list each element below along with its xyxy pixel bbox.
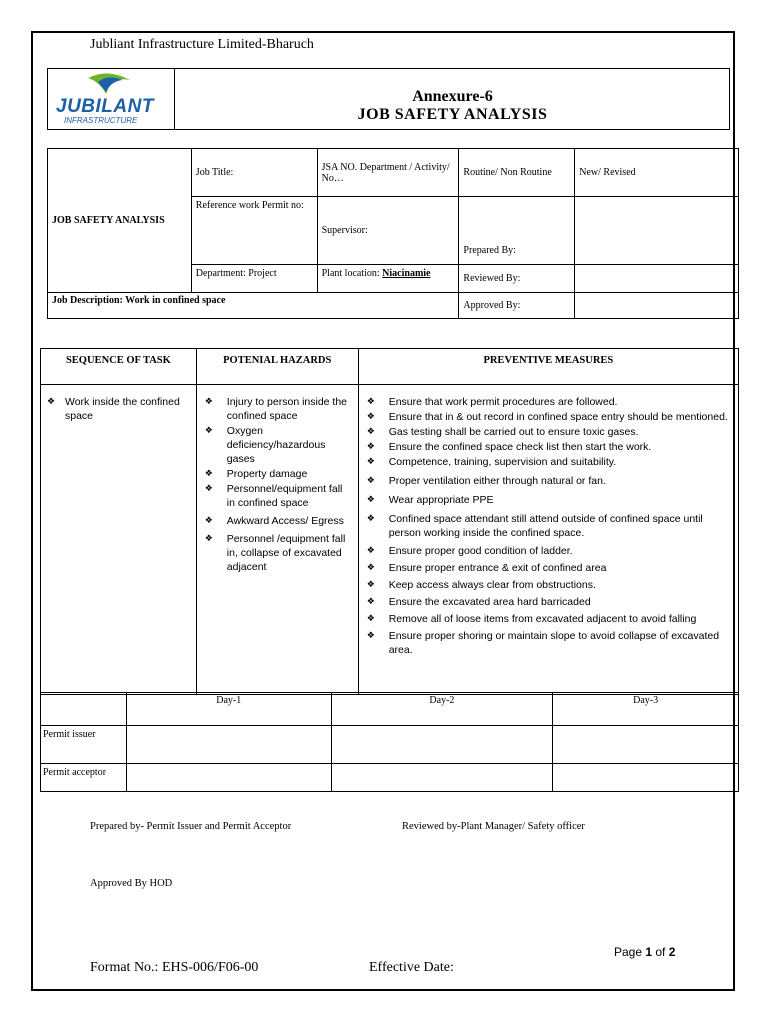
measure-item: ❖ Gas testing shall be carried out to ensure toxic gases.	[365, 425, 734, 439]
approved-by-note: Approved By HOD	[90, 878, 173, 889]
supervisor-field[interactable]: Supervisor:	[317, 197, 459, 265]
effective-date: Effective Date:	[369, 960, 454, 975]
hazard-item: ❖ Oxygen deficiency/hazardous gases	[203, 424, 352, 466]
measure-item: ❖ Competence, training, supervision and suitability.	[365, 455, 734, 469]
measure-item: ❖ Ensure the confined space check list then start the work.	[365, 440, 734, 454]
measures-header: PREVENTIVE MEASURES	[358, 349, 738, 385]
sequence-item: ❖ Work inside the confined space	[45, 395, 186, 423]
approved-by-field[interactable]: Approved By:	[459, 293, 575, 319]
page-prefix: Page	[614, 945, 646, 959]
day-1-header: Day-1	[126, 693, 331, 726]
jsa-info-table	[47, 148, 739, 319]
permit-acceptor-day-2[interactable]	[331, 764, 553, 792]
measure-item: ❖ Confined space attendant still attend outside of confined space until person working inside the confined space.	[365, 512, 734, 540]
measure-item: ❖ Ensure proper entrance & exit of confined area	[365, 561, 734, 575]
measure-item: ❖ Proper ventilation either through natural or fan.	[365, 474, 734, 488]
permit-day-table	[40, 692, 739, 792]
jsa-label: JOB SAFETY ANALYSIS	[48, 149, 192, 293]
hazard-item: ❖ Personnel /equipment fall in, collapse of excavated adjacent	[203, 532, 352, 574]
annexure-label: Annexure-6	[412, 88, 493, 105]
plant-location-label: Plant location:	[321, 268, 383, 279]
permit-issuer-day-2[interactable]	[331, 726, 553, 764]
measure-item: ❖ Ensure that work permit procedures are followed.	[365, 395, 734, 409]
permit-issuer-day-3[interactable]	[553, 726, 739, 764]
reviewed-by-field[interactable]: Reviewed By:	[459, 265, 575, 293]
logo-subtitle: INFRASTRUCTURE	[64, 116, 138, 125]
measure-item: ❖ Ensure that in & out record in confined space entry should be mentioned.	[365, 410, 734, 424]
page-number	[614, 945, 675, 959]
measure-item: ❖ Wear appropriate PPE	[365, 493, 734, 507]
plant-location-field[interactable]	[317, 265, 459, 293]
day-table-corner	[41, 693, 127, 726]
measure-item: ❖ Keep access always clear from obstructions.	[365, 578, 734, 592]
measures-cell	[358, 385, 738, 695]
hazard-item: ❖ Awkward Access/ Egress	[203, 514, 352, 528]
company-logo	[50, 70, 172, 128]
job-description: Job Description: Work in confined space	[48, 293, 459, 319]
hazard-item: ❖ Property damage	[203, 467, 352, 481]
hazards-cell	[196, 385, 358, 695]
day-2-header: Day-2	[331, 693, 553, 726]
measure-item: ❖ Remove all of loose items from excavated adjacent to avoid falling	[365, 612, 734, 626]
page-current: 1	[645, 945, 653, 959]
page-title: JOB SAFETY ANALYSIS	[357, 106, 548, 123]
plant-location-value: Niacinamie	[382, 268, 431, 279]
measure-item: ❖ Ensure proper shoring or maintain slope to avoid collapse of excavated area.	[365, 629, 734, 657]
department-field[interactable]: Department: Project	[191, 265, 317, 293]
format-number: Format No.: EHS-006/F06-00	[90, 960, 259, 975]
ref-permit-field[interactable]: Reference work Permit no:	[191, 197, 317, 265]
logo-wordmark: JUBILANT	[56, 96, 154, 117]
hazard-item: ❖ Injury to person inside the confined space	[203, 395, 352, 423]
permit-issuer-label: Permit issuer	[41, 726, 127, 764]
sequence-cell	[41, 385, 197, 695]
prepared-by-note: Prepared by- Permit Issuer and Permit Acceptor	[90, 821, 292, 832]
reviewed-by-value[interactable]	[575, 265, 739, 293]
page-total: 2	[668, 945, 676, 959]
hazard-item: ❖ Personnel/equipment fall in confined space	[203, 482, 352, 510]
permit-acceptor-label: Permit acceptor	[41, 764, 127, 792]
approved-by-value[interactable]	[575, 293, 739, 319]
permit-issuer-day-1[interactable]	[126, 726, 331, 764]
hazard-analysis-table	[40, 348, 739, 695]
page-of: of	[652, 945, 669, 959]
prepared-by-value[interactable]	[575, 197, 739, 265]
prepared-by-field[interactable]: Prepared By:	[459, 197, 575, 265]
measure-item: ❖ Ensure proper good condition of ladder.	[365, 544, 734, 558]
permit-acceptor-day-1[interactable]	[126, 764, 331, 792]
new-revised-field[interactable]: New/ Revised	[575, 149, 739, 197]
company-header: Jubliant Infrastructure Limited-Bharuch	[90, 37, 314, 52]
day-3-header: Day-3	[553, 693, 739, 726]
measure-item: ❖ Ensure the excavated area hard barricaded	[365, 595, 734, 609]
hazards-header: POTENIAL HAZARDS	[196, 349, 358, 385]
job-title-field[interactable]: Job Title:	[191, 149, 317, 197]
routine-field[interactable]: Routine/ Non Routine	[459, 149, 575, 197]
jsa-no-field[interactable]: JSA NO. Department / Activity/ No…	[317, 149, 459, 197]
permit-acceptor-day-3[interactable]	[553, 764, 739, 792]
reviewed-by-note: Reviewed by-Plant Manager/ Safety officer	[402, 821, 585, 832]
sequence-header: SEQUENCE OF TASK	[41, 349, 197, 385]
